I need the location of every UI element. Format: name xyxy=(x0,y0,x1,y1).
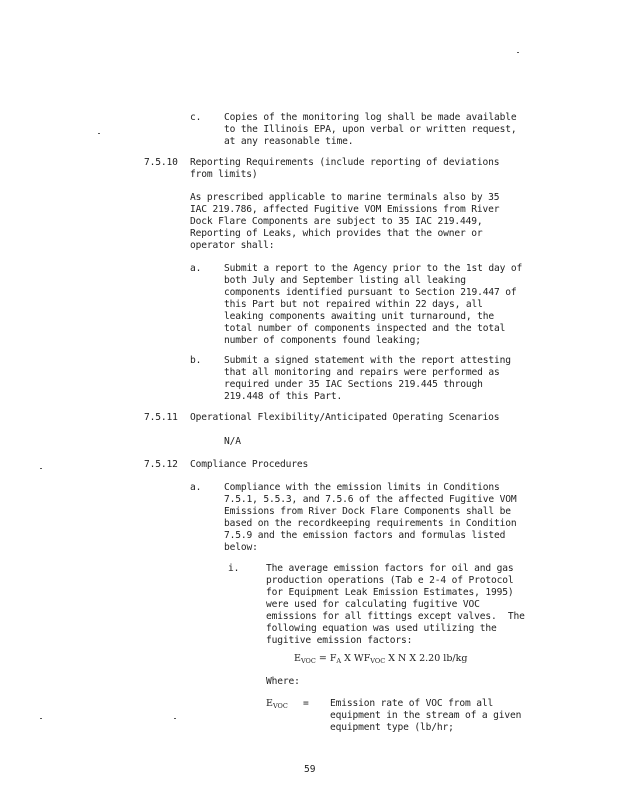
item-a-line: below: xyxy=(224,542,258,553)
item-c-line: to the Illinois EPA, upon verbal or written request, xyxy=(224,124,517,135)
scan-speck xyxy=(40,468,42,469)
sub-item-line: were used for calculating fugitive VOC xyxy=(266,599,480,610)
sub-item-line: for Equipment Leak Emission Estimates, 1995) xyxy=(266,587,514,598)
definition-equals: = xyxy=(303,698,309,709)
page-number: 59 xyxy=(304,764,316,775)
sub-item-line: following equation was used utilizing the xyxy=(266,623,497,634)
section-heading: Operational Flexibility/Anticipated Operating Scenarios xyxy=(190,412,500,423)
item-a-line: components identified pursuant to Section 219.447 of xyxy=(224,287,517,298)
item-a-line: based on the recordkeeping requirements in Condition xyxy=(224,518,517,529)
paragraph-line: IAC 219.786, affected Fugitive VOM Emissions from River xyxy=(190,204,500,215)
sub-item-i-label: i. xyxy=(228,563,240,574)
item-a-label: a. xyxy=(190,482,202,493)
definition-line: equipment type (lb/hr; xyxy=(330,722,454,733)
item-b-line: Submit a signed statement with the report attesting xyxy=(224,355,511,366)
sub-item-line: emissions for all fittings except valves. The xyxy=(266,611,525,622)
paragraph-line: Reporting of Leaks, which provides that the owner or xyxy=(190,228,483,239)
definition-line: Emission rate of VOC from all xyxy=(330,698,494,709)
item-b-line: required under 35 IAC Sections 219.445 through xyxy=(224,379,483,390)
scan-speck xyxy=(517,52,519,53)
definition-symbol: $E_{VOC}$ xyxy=(266,698,288,710)
paragraph-line: As prescribed applicable to marine terminals also by 35 xyxy=(190,192,500,203)
sub-item-line: production operations (Tab e 2-4 of Protocol xyxy=(266,575,514,586)
scan-speck xyxy=(98,133,100,134)
item-a-line: Compliance with the emission limits in Conditions xyxy=(224,482,500,493)
paragraph-line: N/A xyxy=(224,436,241,447)
section-number: 7.5.10 xyxy=(144,157,178,168)
section-heading: Reporting Requirements (include reporting of deviations xyxy=(190,157,500,168)
item-a-line: Submit a report to the Agency prior to the 1st day of xyxy=(224,263,523,274)
item-c-line: Copies of the monitoring log shall be made available xyxy=(224,112,517,123)
sub-item-line: fugitive emission factors: xyxy=(266,635,413,646)
section-heading: from limits) xyxy=(190,169,258,180)
where-label: Where: xyxy=(266,676,300,687)
item-a-line: Emissions from River Dock Flare Components shall be xyxy=(224,506,511,517)
item-b-line: 219.448 of this Part. xyxy=(224,391,343,402)
item-a-line: both July and September listing all leaking xyxy=(224,275,466,286)
item-a-line: number of components found leaking; xyxy=(224,335,421,346)
item-a-line: leaking components awaiting unit turnaround, the xyxy=(224,311,495,322)
scan-speck xyxy=(40,718,42,719)
paragraph-line: Dock Flare Components are subject to 35 IAC 219.449, xyxy=(190,216,483,227)
item-a-line: total number of components inspected and the total xyxy=(224,323,506,334)
item-a-line: 7.5.1, 5.5.3, and 7.5.6 of the affected Fugitive VOM xyxy=(224,494,517,505)
definition-line: equipment in the stream of a given xyxy=(330,710,522,721)
item-c-label: c. xyxy=(190,112,202,123)
sub-item-line: The average emission factors for oil and gas xyxy=(266,563,514,574)
item-b-line: that all monitoring and repairs were performed as xyxy=(224,367,500,378)
item-a-line: this Part but not repaired within 22 days, all xyxy=(224,299,483,310)
item-a-label: a. xyxy=(190,263,202,274)
section-number: 7.5.12 xyxy=(144,459,178,470)
section-heading: Compliance Procedures xyxy=(190,459,309,470)
scan-speck xyxy=(174,718,176,719)
emission-equation: $E_{VOC} = F_A$ X $WF_{VOC}$ X N X 2.20 lb/kg xyxy=(294,653,468,665)
item-b-label: b. xyxy=(190,355,202,366)
paragraph-line: operator shall: xyxy=(190,240,275,251)
item-a-line: 7.5.9 and the emission factors and formulas listed xyxy=(224,530,506,541)
section-number: 7.5.11 xyxy=(144,412,178,423)
item-c-line: at any reasonable time. xyxy=(224,136,354,147)
